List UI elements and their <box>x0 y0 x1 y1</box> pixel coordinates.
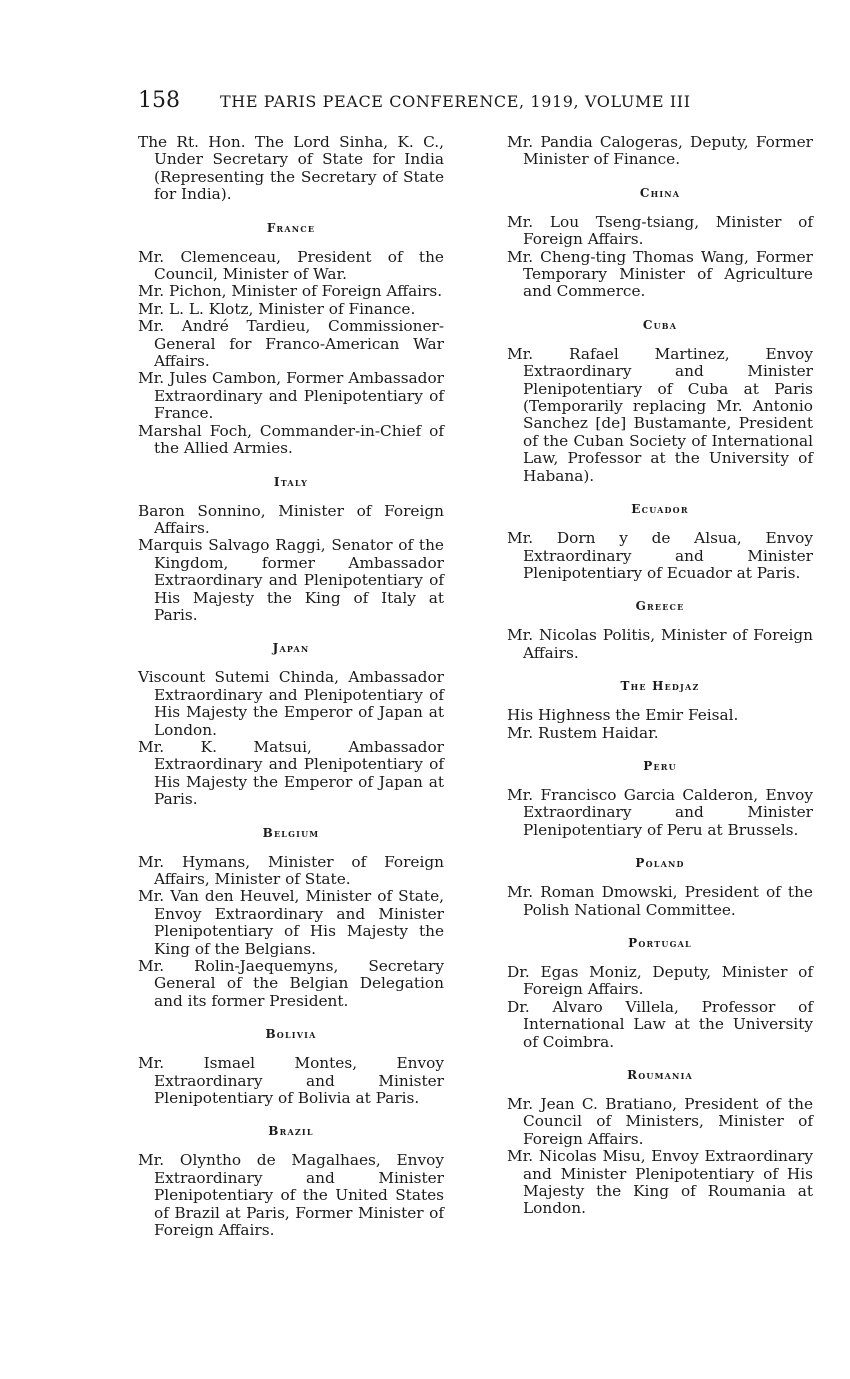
country-section <box>138 641 444 808</box>
entry-text: Mr. Ismael Montes, Envoy Extraordinary and Minister Plenipotentiary of Bolivia at Paris. <box>138 1054 444 1108</box>
section-heading: The Hedjaz <box>620 679 700 694</box>
section-heading: Belgium <box>262 825 320 840</box>
section-heading: Bolivia <box>265 1027 317 1042</box>
country-section <box>138 475 444 625</box>
entry-text: Viscount Sutemi Chinda, Ambassador Extraordinary and Plenipotentiary of His Majesty the Emperor of Japan at London. <box>138 668 444 739</box>
entry-text: Mr. Rafael Martinez, Envoy Extraordinary and Minister Plenipotentiary of Cuba at Paris (Temporarily replacing Mr. Antonio Sanchez [de] Bustamante, President of the Cuban Society of International Law, Professor at the University of Habana). <box>507 344 813 485</box>
entry-text: Mr. Francisco Garcia Calderon, Envoy Extraordinary and Minister Plenipotentiary of Peru at Brussels. <box>507 785 813 839</box>
entry-text: Mr. Pichon, Minister of Foreign Affairs. <box>138 282 443 301</box>
entry-text: Mr. Cheng-ting Thomas Wang, Former Temporary Minister of Agriculture and Commerce. <box>507 247 813 301</box>
section-heading: France <box>266 220 316 235</box>
country-section <box>507 936 813 1051</box>
entry-text: Mr. André Tardieu, Commissioner-General for Franco-American War Affairs. <box>138 317 444 371</box>
section-heading: Brazil <box>268 1124 314 1139</box>
entry-text: Mr. Nicolas Politis, Minister of Foreign Affairs. <box>507 626 813 662</box>
section-heading: Ecuador <box>631 502 689 517</box>
entry-text: Marshal Foch, Commander-in-Chief of the Allied Armies. <box>138 421 444 458</box>
entry-text: Mr. Clemenceau, President of the Council, Minister of War. <box>138 247 444 284</box>
left-column <box>138 134 444 1240</box>
section-heading: China <box>639 185 681 200</box>
entry-text: Dr. Egas Moniz, Deputy, Minister of Foreign Affairs. <box>507 962 813 999</box>
entry-text: Mr. Rustem Haidar. <box>507 723 659 742</box>
country-section <box>138 1124 444 1239</box>
entry-text: Mr. Rolin-Jaequemyns, Secretary General of the Belgian Delegation and its former President. <box>138 957 444 1010</box>
entry-text: Mr. Hymans, Minister of Foreign Affairs, Minister of State. <box>138 852 444 888</box>
section-heading: Italy <box>273 474 309 489</box>
entry-text: His Highness the Emir Feisal. <box>507 706 739 725</box>
entry-text: Mr. Roman Dmowski, President of the Polish National Committee. <box>507 883 813 919</box>
entry-text: Mr. Lou Tseng-tsiang, Minister of Foreign Affairs. <box>507 212 813 249</box>
country-section <box>138 1027 444 1107</box>
entry-text: Mr. Dorn y de Alsua, Envoy Extraordinary and Minister Plenipotentiary of Ecuador at Paris. <box>507 529 813 582</box>
page-number: 158 <box>138 88 180 113</box>
entry-text: Mr. L. L. Klotz, Minister of Finance. <box>138 299 416 318</box>
country-section <box>507 856 813 919</box>
country-section <box>507 502 813 582</box>
entry-text: Dr. Alvaro Villela, Professor of International Law at the University of Coimbra. <box>507 997 813 1051</box>
section-heading: Cuba <box>642 317 678 332</box>
section-heading: Japan <box>272 641 310 656</box>
country-section <box>507 679 813 742</box>
entry-text: Mr. Nicolas Misu, Envoy Extraordinary and Minister Plenipotentiary of His Majesty the King of Roumania at London. <box>507 1147 813 1218</box>
page-header <box>138 88 818 116</box>
country-section <box>507 1068 813 1218</box>
section-heading: Greece <box>635 599 685 614</box>
entry-text: The Rt. Hon. The Lord Sinha, K. C., Under Secretary of State for India (Representing the Secretary of State for India). <box>138 133 444 204</box>
entry-text: Mr. Jean C. Bratiano, President of the Council of Ministers, Minister of Foreign Affairs. <box>507 1095 813 1148</box>
country-section <box>138 221 444 458</box>
country-section <box>507 599 813 662</box>
entry-text: Mr. Pandia Calogeras, Deputy, Former Minister of Finance. <box>507 133 813 169</box>
entry-text: Mr. Jules Cambon, Former Ambassador Extraordinary and Plenipotentiary of France. <box>138 369 444 423</box>
country-section <box>507 318 813 485</box>
running-title: THE PARIS PEACE CONFERENCE, 1919, VOLUME III <box>220 92 691 111</box>
entry-text: Mr. K. Matsui, Ambassador Extraordinary and Plenipotentiary of His Majesty the Emperor of Japan at Paris. <box>138 737 444 809</box>
country-section <box>507 759 813 839</box>
section-heading: Poland <box>635 856 685 871</box>
entry-text: Baron Sonnino, Minister of Foreign Affairs. <box>138 501 444 537</box>
country-section <box>507 186 813 301</box>
entry-text: Mr. Olyntho de Magalhaes, Envoy Extraordinary and Minister Plenipotentiary of the United States of Brazil at Paris, Former Minister of Foreign Affairs. <box>138 1151 444 1240</box>
section-heading: Roumania <box>627 1068 693 1082</box>
section-heading: Peru <box>643 758 677 773</box>
right-column <box>507 134 813 1218</box>
entry-text: Mr. Van den Heuvel, Minister of State, Envoy Extraordinary and Minister Plenipotentiary of His Majesty the King of the Belgians. <box>138 887 444 958</box>
entry-text: Marquis Salvago Raggi, Senator of the Kingdom, former Ambassador Extraordinary and Plenipotentiary of His Majesty the King of Italy at Paris. <box>138 536 444 624</box>
section-heading: Portugal <box>628 935 692 950</box>
country-section <box>138 826 444 1011</box>
